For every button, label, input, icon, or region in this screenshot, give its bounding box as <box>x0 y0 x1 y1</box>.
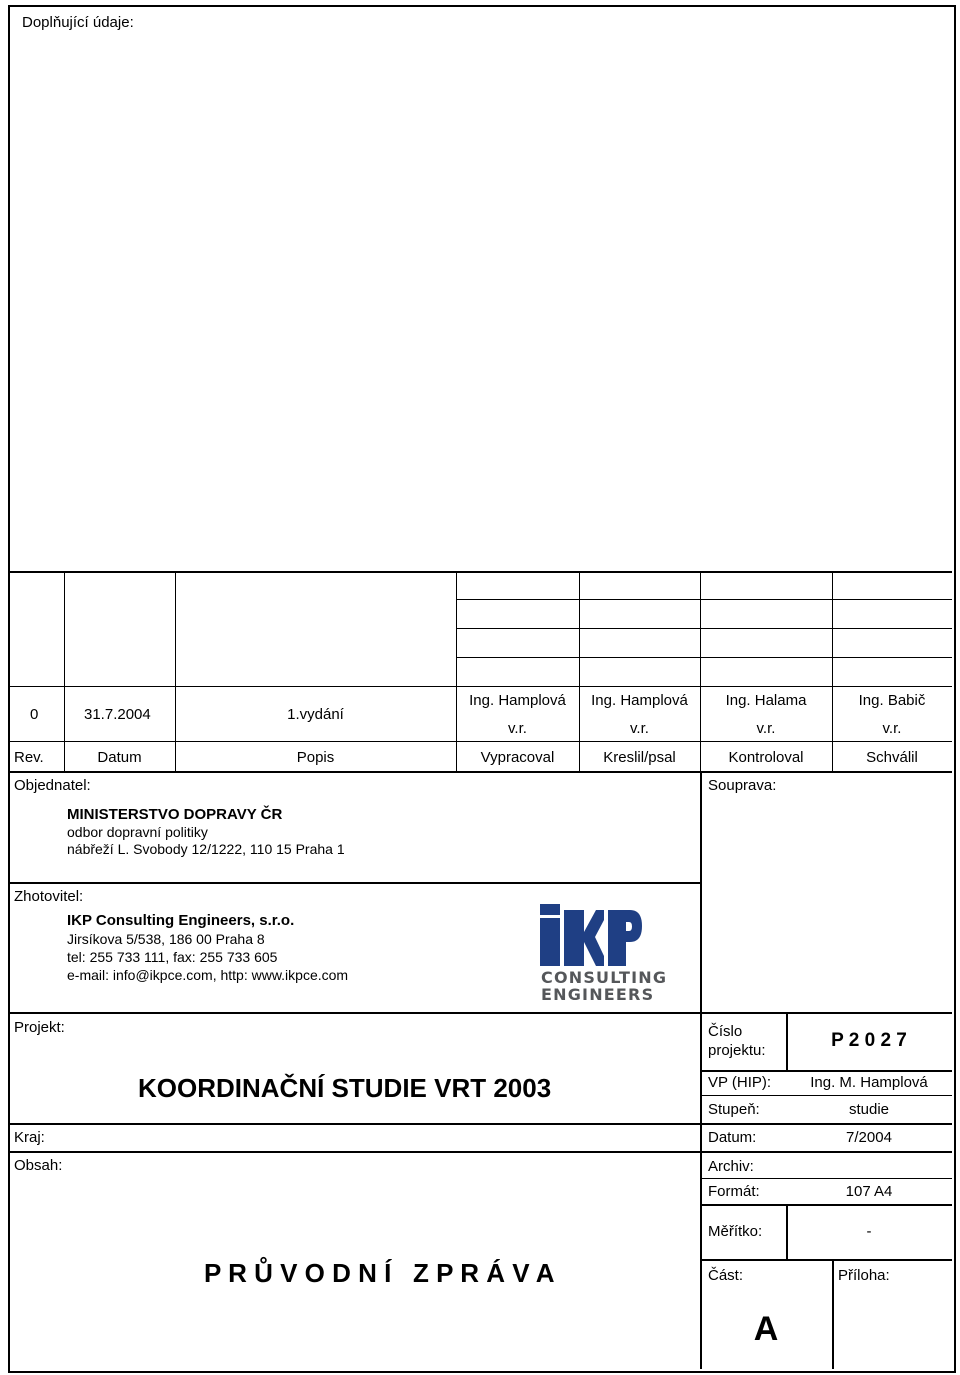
contractor-web: e-mail: info@ikpce.com, http: www.ikpce.com <box>67 967 349 983</box>
client-name: MINISTERSTVO DOPRAVY ČR <box>67 806 283 823</box>
contractor-address: Jirsíkova 5/538, 186 00 Praha 8 <box>67 931 265 947</box>
rev-header-description: Popis <box>296 749 335 766</box>
contractor-label: Zhotovitel: <box>14 888 84 905</box>
vp-label: VP (HIP): <box>708 1074 772 1091</box>
archive-label: Archiv: <box>708 1158 754 1175</box>
rev-number: 0 <box>30 706 39 723</box>
ikp-logo-mark <box>538 904 644 968</box>
ikp-logo-line2: ENGINEERS <box>541 985 655 1004</box>
rev-table-line <box>456 628 952 629</box>
part-value: A <box>753 1310 779 1348</box>
contents-label: Obsah: <box>14 1157 63 1174</box>
rev-table-col <box>579 571 580 771</box>
rev-vr: v.r. <box>882 720 902 737</box>
rev-prepared: Ing. Hamplová <box>469 692 566 709</box>
date-value: 7/2004 <box>846 1129 892 1146</box>
rev-table-col <box>175 571 176 771</box>
scale-label: Měřítko: <box>708 1223 763 1240</box>
rev-table-col <box>700 571 701 771</box>
rev-table-col <box>832 571 833 771</box>
vp-value: Ing. M. Hamplová <box>810 1074 928 1091</box>
date-label: Datum: <box>708 1129 757 1146</box>
set-label: Souprava: <box>708 777 777 794</box>
client-address: nábřeží L. Svobody 12/1222, 110 15 Praha 1 <box>67 841 345 857</box>
rev-vr: v.r. <box>508 720 527 737</box>
rev-header-checked: Kontroloval <box>728 749 804 766</box>
part-col <box>832 1259 834 1369</box>
rev-vr: v.r. <box>756 720 776 737</box>
rev-table-line <box>10 741 952 742</box>
contents-top-line <box>10 1151 952 1153</box>
rev-header-rev: Rev. <box>14 749 44 766</box>
stage-value: studie <box>848 1101 890 1118</box>
rev-date: 31.7.2004 <box>84 706 151 723</box>
project-number: P 2 0 2 7 <box>831 1030 907 1051</box>
client-label: Objednatel: <box>14 777 91 794</box>
rev-header-date: Datum <box>97 749 142 766</box>
notes-label: Doplňující údaje: <box>22 14 134 31</box>
contents-title: P R Ů V O D N Í Z P R Á V A <box>204 1258 555 1288</box>
rev-table-line <box>10 771 952 773</box>
region-label: Kraj: <box>14 1129 45 1146</box>
contractor-bottom-line <box>10 1012 952 1014</box>
rev-table-line <box>456 657 952 658</box>
project-line <box>700 1070 952 1072</box>
page-frame <box>8 5 956 1373</box>
project-number-label-1: Číslo <box>708 1023 743 1040</box>
rev-table-top-line <box>10 571 952 573</box>
project-line <box>700 1095 952 1096</box>
project-label: Projekt: <box>14 1019 65 1036</box>
client-dept: odbor dopravní politiky <box>67 824 208 840</box>
region-top-line <box>10 1123 952 1125</box>
rev-table-line <box>10 686 952 687</box>
rev-table-col <box>64 571 65 771</box>
stage-label: Stupeň: <box>708 1101 760 1118</box>
rev-checked: Ing. Halama <box>725 692 807 709</box>
rev-approved: Ing. Babič <box>858 692 926 709</box>
format-label: Formát: <box>708 1183 760 1200</box>
rev-table-col <box>456 571 457 771</box>
format-value: 107 A4 <box>845 1183 893 1200</box>
part-label: Část: <box>708 1267 744 1284</box>
rev-drawn: Ing. Hamplová <box>591 692 688 709</box>
client-divider <box>700 771 702 1012</box>
rev-vr: v.r. <box>630 720 649 737</box>
rev-table-line <box>456 599 952 600</box>
archive-line <box>700 1178 952 1179</box>
format-line <box>700 1204 952 1206</box>
scale-line <box>700 1259 952 1261</box>
rev-header-approved: Schválil <box>866 749 918 766</box>
rev-header-drawn: Kreslil/psal <box>603 749 676 766</box>
rev-description: 1.vydání <box>287 706 344 723</box>
scale-value: - <box>866 1223 872 1240</box>
project-title: KOORDINAČNÍ STUDIE VRT 2003 <box>138 1073 552 1103</box>
client-bottom-line <box>10 882 700 884</box>
project-number-label-2: projektu: <box>708 1042 766 1059</box>
contractor-name: IKP Consulting Engineers, s.r.o. <box>67 912 295 929</box>
ikp-logo-line1: CONSULTING <box>541 968 668 987</box>
annex-label: Příloha: <box>838 1267 890 1284</box>
contractor-phone: tel: 255 733 111, fax: 255 733 605 <box>67 949 278 965</box>
rev-header-prepared: Vypracoval <box>480 749 555 766</box>
